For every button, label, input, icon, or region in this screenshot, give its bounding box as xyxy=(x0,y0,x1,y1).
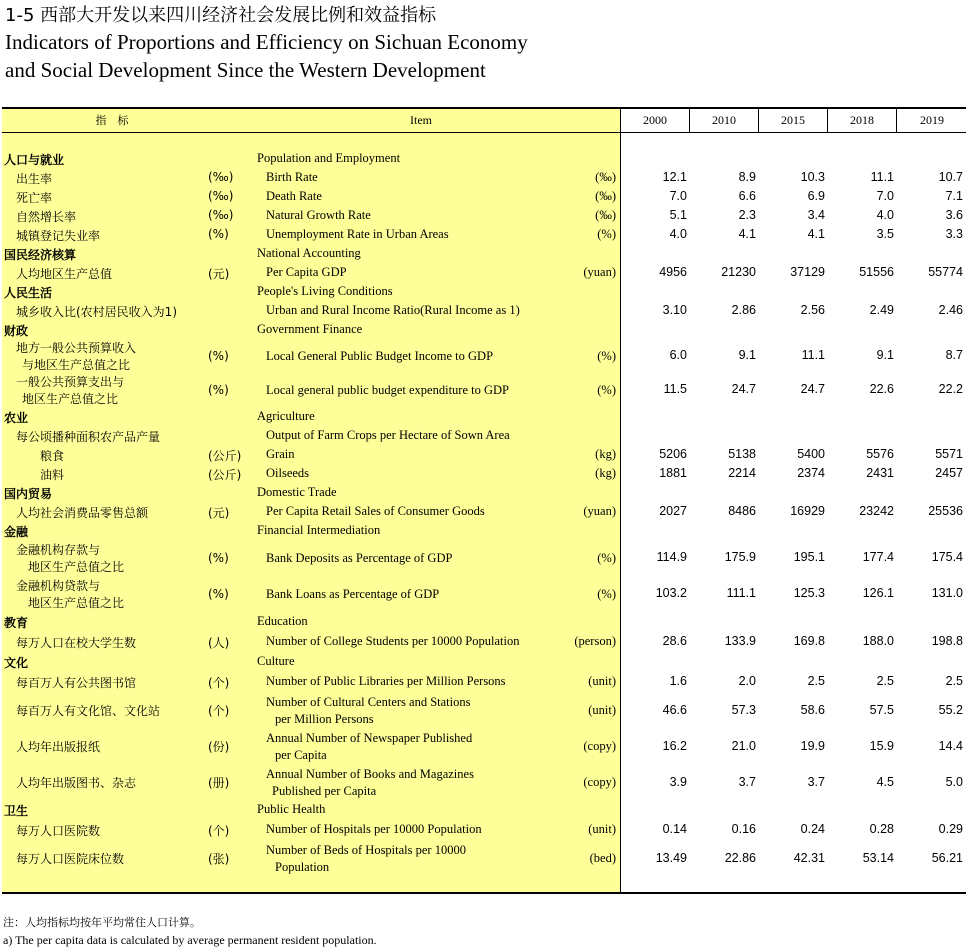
bottom-rule xyxy=(2,892,966,894)
row-label-zh xyxy=(16,542,124,576)
header-year: 2018 xyxy=(827,109,896,132)
row-label-zh xyxy=(16,340,136,374)
row-label-zh: 人均社会消费品零售总额 xyxy=(16,506,149,520)
section-label-en: National Accounting xyxy=(257,246,361,260)
row-label-zh: 每万人口医院床位数 xyxy=(16,852,125,866)
value-cell: 5.1 xyxy=(669,208,687,222)
value-cell: 57.5 xyxy=(869,703,894,717)
value-cell: 2.3 xyxy=(738,208,756,222)
section-label-zh: 教育 xyxy=(4,616,29,630)
value-cell: 3.6 xyxy=(945,208,963,222)
value-cell: 5138 xyxy=(728,447,756,461)
value-cell: 53.14 xyxy=(862,851,894,865)
value-cell: 10.7 xyxy=(938,170,963,184)
value-cell: 3.9 xyxy=(669,775,687,789)
row-label-en: Bank Loans as Percentage of GDP xyxy=(266,587,440,601)
value-cell: 46.6 xyxy=(662,703,687,717)
value-cell: 0.14 xyxy=(662,822,687,836)
row-label-zh: 自然增长率 xyxy=(16,210,77,224)
value-cell: 16929 xyxy=(790,504,825,518)
footnote-zh: 注：人均指标均按年平均常住人口计算。 xyxy=(3,916,201,929)
row-label-en xyxy=(266,694,470,728)
row-unit-zh: (元) xyxy=(208,267,230,281)
value-cell: 9.1 xyxy=(738,348,756,362)
value-cell: 3.4 xyxy=(807,208,825,222)
row-unit-zh: (个) xyxy=(208,824,230,838)
row-label-zh xyxy=(16,374,124,408)
row-unit-en: (copy) xyxy=(583,739,616,753)
section-label-zh: 农业 xyxy=(4,411,29,425)
value-cell: 2.49 xyxy=(869,303,894,317)
row-label-en: Unemployment Rate in Urban Areas xyxy=(266,227,449,241)
value-cell: 2214 xyxy=(728,466,756,480)
value-cell: 22.2 xyxy=(938,382,963,396)
row-label-en-line2: per Capita xyxy=(275,748,327,762)
value-cell: 4.5 xyxy=(876,775,894,789)
value-cell: 8.7 xyxy=(945,348,963,362)
row-label-en: Grain xyxy=(266,447,295,461)
row-unit-zh: (份) xyxy=(208,740,230,754)
row-unit-en: (person) xyxy=(574,634,616,648)
row-unit-en: (unit) xyxy=(588,822,616,836)
value-cell: 2.0 xyxy=(738,674,756,688)
header-year: 2019 xyxy=(896,109,966,132)
section-label-en: Culture xyxy=(257,654,295,668)
row-label-en: Bank Deposits as Percentage of GDP xyxy=(266,551,453,565)
section-label-zh: 财政 xyxy=(4,324,29,338)
value-cell: 21230 xyxy=(721,265,756,279)
value-cell: 56.21 xyxy=(931,851,963,865)
row-unit-zh: (%) xyxy=(208,227,229,241)
value-cell: 131.0 xyxy=(931,586,963,600)
value-cell: 4956 xyxy=(659,265,687,279)
value-cell: 3.10 xyxy=(662,303,687,317)
row-label-zh: 每百万人有文化馆、文化站 xyxy=(16,704,161,718)
row-label-zh-line1: 一般公共预算支出与 xyxy=(16,375,125,389)
value-cell: 55.2 xyxy=(938,703,963,717)
page-title-en-line2: and Social Development Since the Western Development xyxy=(5,58,486,82)
title-block xyxy=(5,4,528,84)
value-cell: 21.0 xyxy=(731,739,756,753)
row-unit-zh: (元) xyxy=(208,506,230,520)
page-title-zh: 1-5 西部大开发以来四川经济社会发展比例和效益指标 xyxy=(5,5,437,26)
row-label-en: Local General Public Budget Income to GDP xyxy=(266,349,494,363)
value-cell: 22.6 xyxy=(869,382,894,396)
row-label-en: Urban and Rural Income Ratio(Rural Income as 1) xyxy=(266,303,520,317)
value-cell: 198.8 xyxy=(931,634,963,648)
value-cell: 5400 xyxy=(797,447,825,461)
row-label-zh: 粮食 xyxy=(40,449,65,463)
value-cell: 2.5 xyxy=(876,674,894,688)
value-cell: 7.0 xyxy=(876,189,894,203)
header-year: 2000 xyxy=(620,109,689,132)
section-label-en: Domestic Trade xyxy=(257,485,337,499)
value-cell: 111.1 xyxy=(726,586,756,600)
value-cell: 13.49 xyxy=(655,851,687,865)
row-label-en-line1: Number of Beds of Hospitals per 10000 xyxy=(266,843,466,857)
row-unit-en: (unit) xyxy=(588,674,616,688)
row-label-zh: 每公顷播种面积农产品产量 xyxy=(16,430,161,444)
value-cell: 5576 xyxy=(866,447,894,461)
value-cell: 7.0 xyxy=(669,189,687,203)
value-cell: 0.28 xyxy=(869,822,894,836)
value-cell: 14.4 xyxy=(938,739,963,753)
row-label-en: Natural Growth Rate xyxy=(266,208,371,222)
row-label-zh: 每万人口医院数 xyxy=(16,824,101,838)
row-label-en: Per Capita GDP xyxy=(266,265,347,279)
row-unit-zh: (张) xyxy=(208,852,230,866)
row-unit-zh: (%) xyxy=(208,383,229,397)
page-title-en-line1: Indicators of Proportions and Efficiency on Sichuan Economy xyxy=(5,30,528,54)
row-unit-zh: (人) xyxy=(208,636,230,650)
value-cell: 57.3 xyxy=(731,703,756,717)
value-cell: 4.1 xyxy=(807,227,825,241)
row-unit-zh: (‰) xyxy=(208,208,234,222)
value-cell: 175.9 xyxy=(724,550,756,564)
row-label-zh: 城乡收入比(农村居民收入为1) xyxy=(16,305,177,319)
section-label-zh: 国内贸易 xyxy=(4,487,53,501)
value-cell: 10.3 xyxy=(800,170,825,184)
row-label-en-line1: Number of Cultural Centers and Stations xyxy=(266,695,471,709)
value-cell: 177.4 xyxy=(862,550,894,564)
value-cell: 3.3 xyxy=(945,227,963,241)
value-cell: 4.0 xyxy=(876,208,894,222)
header-item-zh: 指 标 xyxy=(95,114,129,127)
row-label-zh: 油料 xyxy=(40,468,65,482)
row-unit-en: (kg) xyxy=(595,447,616,461)
section-label-en: Population and Employment xyxy=(257,151,401,165)
row-unit-zh: (个) xyxy=(208,676,230,690)
value-cell: 3.5 xyxy=(876,227,894,241)
row-unit-en: (%) xyxy=(597,587,616,601)
section-label-en: Public Health xyxy=(257,802,326,816)
value-cell: 5571 xyxy=(935,447,963,461)
row-label-zh: 死亡率 xyxy=(16,191,53,205)
value-cell: 0.16 xyxy=(731,822,756,836)
row-label-zh-line2: 地区生产总值之比 xyxy=(28,596,125,610)
section-label-en: Government Finance xyxy=(257,322,363,336)
value-cell: 4.0 xyxy=(669,227,687,241)
row-label-zh: 人均地区生产总值 xyxy=(16,267,113,281)
value-cell: 42.31 xyxy=(793,851,825,865)
row-label-zh: 出生率 xyxy=(16,172,53,186)
row-label-zh: 城镇登记失业率 xyxy=(16,229,101,243)
section-label-en: Agriculture xyxy=(257,409,315,423)
section-label-zh: 文化 xyxy=(4,656,29,670)
header-year: 2010 xyxy=(689,109,758,132)
row-unit-zh: (公斤) xyxy=(208,449,242,463)
value-cell: 195.1 xyxy=(793,550,825,564)
row-label-en: Birth Rate xyxy=(266,170,318,184)
section-label-zh: 卫生 xyxy=(4,804,29,818)
value-cell: 55774 xyxy=(928,265,963,279)
value-cell: 11.1 xyxy=(801,348,825,362)
value-cell: 1.6 xyxy=(669,674,687,688)
section-label-zh: 国民经济核算 xyxy=(4,248,77,262)
value-cell: 16.2 xyxy=(662,739,687,753)
row-unit-en: (yuan) xyxy=(583,265,616,279)
section-label-en: Financial Intermediation xyxy=(257,523,381,537)
value-cell: 3.7 xyxy=(738,775,756,789)
value-cell: 25536 xyxy=(928,504,963,518)
row-label-zh-line2: 地区生产总值之比 xyxy=(22,392,119,406)
header-item-en: Item xyxy=(410,113,432,127)
row-label-en: Number of Hospitals per 10000 Population xyxy=(266,822,482,836)
row-unit-en: (%) xyxy=(597,383,616,397)
value-cell: 175.4 xyxy=(931,550,963,564)
value-cell: 8486 xyxy=(728,504,756,518)
value-cell: 58.6 xyxy=(800,703,825,717)
row-unit-zh: (册) xyxy=(208,776,230,790)
row-unit-en: (%) xyxy=(597,551,616,565)
value-cell: 0.29 xyxy=(938,822,963,836)
row-unit-en: (copy) xyxy=(583,775,616,789)
section-label-en: Education xyxy=(257,614,308,628)
value-cell: 11.5 xyxy=(663,382,687,396)
value-cell: 6.9 xyxy=(807,189,825,203)
header-year: 2015 xyxy=(758,109,827,132)
value-cell: 11.1 xyxy=(870,170,894,184)
row-unit-en: (%) xyxy=(597,349,616,363)
value-cell: 2374 xyxy=(797,466,825,480)
row-label-zh: 每百万人有公共图书馆 xyxy=(16,676,137,690)
value-cell: 19.9 xyxy=(800,739,825,753)
value-cell: 2027 xyxy=(659,504,687,518)
section-label-zh: 人口与就业 xyxy=(4,153,65,167)
row-label-en xyxy=(266,730,472,764)
value-cell: 125.3 xyxy=(793,586,825,600)
row-label-zh xyxy=(16,578,124,612)
row-label-en-line2: Population xyxy=(275,860,330,874)
value-cell: 2431 xyxy=(866,466,894,480)
value-cell: 6.6 xyxy=(738,189,756,203)
row-label-zh: 人均年出版报纸 xyxy=(16,740,101,754)
row-unit-en: (‰) xyxy=(595,170,616,184)
value-cell: 3.7 xyxy=(807,775,825,789)
value-cell: 2.5 xyxy=(945,674,963,688)
row-unit-en: (bed) xyxy=(589,851,616,865)
row-label-zh: 人均年出版图书、杂志 xyxy=(16,776,137,790)
row-unit-en: (‰) xyxy=(595,208,616,222)
row-unit-zh: (%) xyxy=(208,587,229,601)
row-unit-en: (unit) xyxy=(588,703,616,717)
value-cell: 5206 xyxy=(659,447,687,461)
section-label-zh: 人民生活 xyxy=(4,286,53,300)
value-cell: 8.9 xyxy=(738,170,756,184)
value-cell: 37129 xyxy=(790,265,825,279)
row-label-zh-line1: 金融机构存款与 xyxy=(16,543,101,557)
value-cell: 28.6 xyxy=(662,634,687,648)
row-label-en-line1: Annual Number of Books and Magazines xyxy=(266,767,474,781)
value-cell: 6.0 xyxy=(669,348,687,362)
row-label-zh-line1: 地方一般公共预算收入 xyxy=(16,341,137,355)
value-cell: 103.2 xyxy=(655,586,687,600)
row-label-zh-line1: 金融机构贷款与 xyxy=(16,579,101,593)
row-label-zh-line2: 与地区生产总值之比 xyxy=(22,358,131,372)
value-cell: 2.86 xyxy=(731,303,756,317)
row-label-en: Oilseeds xyxy=(266,466,310,480)
row-label-en xyxy=(266,766,474,800)
row-unit-zh: (%) xyxy=(208,349,229,363)
value-cell: 126.1 xyxy=(862,586,894,600)
row-unit-en: (%) xyxy=(597,227,616,241)
row-unit-en: (‰) xyxy=(595,189,616,203)
value-cell: 4.1 xyxy=(738,227,756,241)
value-cell: 188.0 xyxy=(862,634,894,648)
value-cell: 2.56 xyxy=(800,303,825,317)
value-cell: 133.9 xyxy=(724,634,756,648)
value-cell: 2.5 xyxy=(807,674,825,688)
value-cell: 7.1 xyxy=(945,189,963,203)
value-cell: 1881 xyxy=(659,466,687,480)
row-unit-zh: (个) xyxy=(208,704,230,718)
row-unit-zh: (公斤) xyxy=(208,468,242,482)
value-cell: 2457 xyxy=(935,466,963,480)
section-label-zh: 金融 xyxy=(4,525,29,539)
row-label-en xyxy=(266,842,466,876)
value-cell: 23242 xyxy=(859,504,894,518)
section-label-en: People's Living Conditions xyxy=(257,284,393,298)
value-cell: 15.9 xyxy=(869,739,894,753)
row-label-zh-line2: 地区生产总值之比 xyxy=(28,560,125,574)
row-label-en: Local general public budget expenditure to GDP xyxy=(266,383,509,397)
row-unit-zh: (‰) xyxy=(208,189,234,203)
row-label-zh: 每万人口在校大学生数 xyxy=(16,636,137,650)
value-cell: 24.7 xyxy=(800,382,825,396)
value-cell: 9.1 xyxy=(876,348,894,362)
row-unit-en: (yuan) xyxy=(583,504,616,518)
value-cell: 24.7 xyxy=(731,382,756,396)
row-label-en-line1: Annual Number of Newspaper Published xyxy=(266,731,473,745)
row-label-en-line2: Published per Capita xyxy=(272,784,377,798)
row-label-en: Number of Public Libraries per Million Persons xyxy=(266,674,506,688)
row-unit-en: (kg) xyxy=(595,466,616,480)
value-cell: 2.46 xyxy=(938,303,963,317)
row-label-en: Per Capita Retail Sales of Consumer Goods xyxy=(266,504,485,518)
value-cell: 22.86 xyxy=(724,851,756,865)
row-label-en: Death Rate xyxy=(266,189,322,203)
row-unit-zh: (%) xyxy=(208,551,229,565)
value-cell: 5.0 xyxy=(945,775,963,789)
row-unit-zh: (‰) xyxy=(208,170,234,184)
row-label-en: Output of Farm Crops per Hectare of Sown Area xyxy=(266,428,510,442)
value-cell: 114.9 xyxy=(656,550,687,564)
value-cell: 0.24 xyxy=(800,822,825,836)
value-cell: 12.1 xyxy=(662,170,687,184)
table-header xyxy=(2,109,966,133)
row-label-en-line2: per Million Persons xyxy=(275,712,374,726)
value-cell: 169.8 xyxy=(793,634,825,648)
value-cell: 51556 xyxy=(859,265,894,279)
row-label-en: Number of College Students per 10000 Population xyxy=(266,634,520,648)
footnote-en: a) The per capita data is calculated by average permanent resident population. xyxy=(3,933,377,947)
